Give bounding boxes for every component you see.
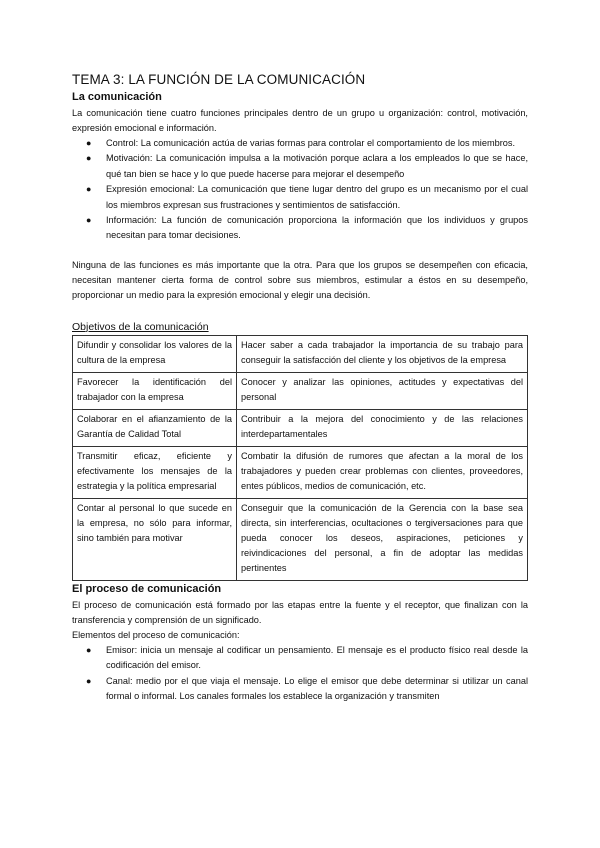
bullet-icon: ● [86,215,92,226]
section-heading-communication: La comunicación [72,91,162,103]
functions-paragraph: Ninguna de las funciones es más importante que la otra. Para que los grupos se desempeñen con eficacia, necesitan mantener cierta forma de control sobre sus miembros, estimular a éstos en su desempeño, proporcionar un medio para la expresión emocional y elegir una decisión. [72,259,528,300]
table-row [73,372,528,409]
table-cell: Transmitir eficaz, eficiente y efectivamente los mensajes de la estrategia y la política empresarial [73,446,237,498]
list-item: ● Emisor: inicia un mensaje al codificar un pensamiento. El mensaje es el producto físico real desde la codificación del emisor. [86,644,528,671]
table-cell: Contar al personal lo que sucede en la empresa, no sólo para informar, sino también para motivar [73,498,237,580]
table-row [73,446,528,498]
table-cell: Contribuir a la mejora del conocimiento y de las relaciones interdepartamentales [237,409,528,446]
table-row [73,498,528,580]
process-elements-list [72,643,528,705]
table-cell: Colaborar en el afianzamiento de la Garantía de Calidad Total [73,409,237,446]
table-cell: Favorecer la identificación del trabajador con la empresa [73,372,237,409]
process-elements-label: Elementos del proceso de comunicación: [72,629,240,640]
document-title: TEMA 3: LA FUNCIÓN DE LA COMUNICACIÓN [72,72,366,87]
objectives-table [72,335,528,581]
bullet-icon: ● [86,153,92,164]
bullet-icon: ● [86,138,92,148]
table-cell: Conseguir que la comunicación de la Gerencia con la base sea directa, sin interferencias, ocultaciones o tergiversaciones para que pueda conocer los deseos, aspiraciones, peticiones y reivindicaciones del personal, a fin de adoptar las medidas pertinentes [237,498,528,580]
bullet-icon: ● [86,644,92,655]
list-item: ● Expresión emocional: La comunicación que tiene lugar dentro del grupo es un mecanismo por el cual los miembros expresan sus frustraciones y sentimientos de satisfacción. [86,184,528,210]
list-item: ● Canal: medio por el que viaja el mensaje. Lo elige el emisor que debe determinar si utilizar un canal formal o informal. Los canales formales los establece la organización y transmiten [86,675,528,702]
section-heading-process: El proceso de comunicación [72,582,222,595]
list-item: ● Motivación: La comunicación impulsa a la motivación porque aclara a los empleados lo que se hace, qué tan bien se hace y lo que puede hacerse para mejorar el desempeño [86,153,528,179]
table-row [73,335,528,372]
bullet-icon: ● [86,184,92,195]
objectives-heading: Objetivos de la comunicación [72,320,209,333]
document-page [72,72,528,704]
table-cell: Combatir la difusión de rumores que afectan a la moral de los trabajadores y pueden crear problemas con clientes, proveedores, entes públicos, medios de comunicación, etc. [237,446,528,498]
intro-paragraph: La comunicación tiene cuatro funciones principales dentro de un grupo u organización: control, motivación, expresión emocional e información. [72,108,528,133]
table-row [73,409,528,446]
table-cell: Hacer saber a cada trabajador la importancia de su trabajo para conseguir la satisfacción del cliente y los objetivos de la empresa [237,335,528,372]
table-cell: Conocer y analizar las opiniones, actitudes y expectativas del personal [237,372,528,409]
bullet-icon: ● [86,675,92,686]
list-item: ● Control: La comunicación actúa de varias formas para controlar el comportamiento de los miembros. [72,136,528,151]
process-intro: El proceso de comunicación está formado por las etapas entre la fuente y el receptor, que finalizan con la transferencia y comprensión de un significado. [72,599,528,625]
functions-list [72,136,528,244]
table-cell: Difundir y consolidar los valores de la cultura de la empresa [73,335,237,372]
list-item: ● Información: La función de comunicación proporciona la información que los individuos y grupos necesitan para tomar decisiones. [86,215,528,241]
